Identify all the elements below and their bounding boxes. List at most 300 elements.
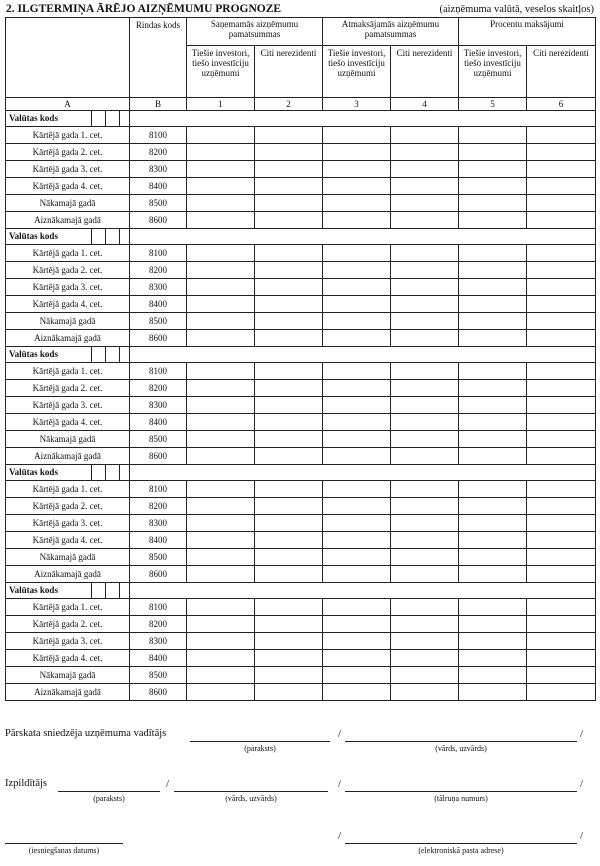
value-cell-col-6[interactable] bbox=[527, 161, 596, 178]
row-label: Nākamajā gadā bbox=[6, 313, 130, 330]
currency-code-cell[interactable] bbox=[6, 347, 130, 363]
value-cell-col-2[interactable] bbox=[255, 397, 323, 414]
row-code: 8100 bbox=[130, 599, 187, 616]
value-cell-col-2[interactable] bbox=[255, 127, 323, 144]
value-cell-col-5[interactable] bbox=[459, 195, 527, 212]
currency-code-box[interactable] bbox=[105, 111, 119, 126]
value-cell-col-3[interactable] bbox=[323, 279, 391, 296]
value-cell-col-4[interactable] bbox=[391, 330, 459, 347]
value-cell-col-6[interactable] bbox=[527, 296, 596, 313]
row-code: 8600 bbox=[130, 566, 187, 583]
row-label: Kārtējā gada 4. cet. bbox=[6, 296, 130, 313]
value-cell-col-4[interactable] bbox=[391, 127, 459, 144]
row-code: 8600 bbox=[130, 684, 187, 701]
value-cell-col-6[interactable] bbox=[527, 144, 596, 161]
table-row bbox=[6, 532, 596, 549]
currency-code-box[interactable] bbox=[119, 583, 130, 598]
value-cell-col-3[interactable] bbox=[323, 431, 391, 448]
value-cell-col-5[interactable] bbox=[459, 650, 527, 667]
value-cell-col-2[interactable] bbox=[255, 532, 323, 549]
value-cell-col-2[interactable] bbox=[255, 245, 323, 262]
value-cell-col-3[interactable] bbox=[323, 178, 391, 195]
table-row bbox=[6, 566, 596, 583]
value-cell-col-6[interactable] bbox=[527, 245, 596, 262]
currency-label: Valūtas kods bbox=[9, 349, 58, 359]
value-cell-col-6[interactable] bbox=[527, 380, 596, 397]
row-label: Nākamajā gadā bbox=[6, 549, 130, 566]
row-code: 8400 bbox=[130, 650, 187, 667]
currency-code-box[interactable] bbox=[91, 111, 105, 126]
value-cell-col-4[interactable] bbox=[391, 245, 459, 262]
separator: / bbox=[338, 778, 342, 790]
value-cell-col-4[interactable] bbox=[391, 144, 459, 161]
value-cell-col-2[interactable] bbox=[255, 161, 323, 178]
row-label: Kārtējā gada 1. cet. bbox=[6, 363, 130, 380]
value-cell-col-3[interactable] bbox=[323, 633, 391, 650]
table-row bbox=[6, 363, 596, 380]
currency-code-box[interactable] bbox=[91, 347, 105, 362]
value-cell-col-3[interactable] bbox=[323, 195, 391, 212]
value-cell-col-3[interactable] bbox=[323, 127, 391, 144]
value-cell-col-4[interactable] bbox=[391, 178, 459, 195]
row-label: Kārtējā gada 3. cet. bbox=[6, 515, 130, 532]
executor-signature-field[interactable] bbox=[58, 791, 160, 792]
value-cell-col-1[interactable] bbox=[187, 566, 255, 583]
value-cell-col-6[interactable] bbox=[527, 212, 596, 229]
manager-signature-caption: (paraksts) bbox=[244, 744, 276, 753]
value-cell-col-6[interactable] bbox=[527, 313, 596, 330]
table-row bbox=[6, 515, 596, 532]
value-cell-col-3[interactable] bbox=[323, 616, 391, 633]
value-cell-col-5[interactable] bbox=[459, 532, 527, 549]
row-label: Kārtējā gada 2. cet. bbox=[6, 498, 130, 515]
col-letter: B bbox=[130, 98, 187, 111]
currency-code-box[interactable] bbox=[91, 465, 105, 480]
value-cell-col-4[interactable] bbox=[391, 212, 459, 229]
value-cell-col-6[interactable] bbox=[527, 481, 596, 498]
header-direct-1: Tiešie investori, tiešo investīciju uzņēmumi bbox=[187, 46, 255, 98]
currency-code-cell[interactable] bbox=[6, 111, 130, 127]
currency-code-box[interactable] bbox=[105, 583, 119, 598]
row-code: 8400 bbox=[130, 414, 187, 431]
value-cell-col-6[interactable] bbox=[527, 684, 596, 701]
header-other-2: Citi nerezidenti bbox=[255, 46, 323, 98]
value-cell-col-4[interactable] bbox=[391, 431, 459, 448]
value-cell-col-2[interactable] bbox=[255, 481, 323, 498]
currency-code-cell[interactable] bbox=[6, 229, 130, 245]
value-cell-col-6[interactable] bbox=[527, 262, 596, 279]
table-row bbox=[6, 397, 596, 414]
value-cell-col-4[interactable] bbox=[391, 195, 459, 212]
value-cell-col-2[interactable] bbox=[255, 212, 323, 229]
value-cell-col-4[interactable] bbox=[391, 684, 459, 701]
value-cell-col-6[interactable] bbox=[527, 363, 596, 380]
value-cell-col-1[interactable] bbox=[187, 144, 255, 161]
currency-code-box[interactable] bbox=[119, 465, 130, 480]
email-caption: (elektroniskā pasta adrese) bbox=[418, 846, 504, 855]
value-cell-col-3[interactable] bbox=[323, 650, 391, 667]
currency-code-box[interactable] bbox=[91, 229, 105, 244]
value-cell-col-3[interactable] bbox=[323, 684, 391, 701]
value-cell-col-1[interactable] bbox=[187, 178, 255, 195]
col-letter: 2 bbox=[255, 98, 323, 111]
value-cell-col-6[interactable] bbox=[527, 667, 596, 684]
separator: / bbox=[580, 830, 584, 842]
value-cell-col-4[interactable] bbox=[391, 161, 459, 178]
value-cell-col-2[interactable] bbox=[255, 448, 323, 465]
value-cell-col-6[interactable] bbox=[527, 532, 596, 549]
value-cell-col-3[interactable] bbox=[323, 549, 391, 566]
table-row bbox=[6, 144, 596, 161]
value-cell-col-5[interactable] bbox=[459, 279, 527, 296]
value-cell-col-2[interactable] bbox=[255, 566, 323, 583]
row-code: 8500 bbox=[130, 549, 187, 566]
value-cell-col-6[interactable] bbox=[527, 279, 596, 296]
units-note: (aizņēmuma valūtā, veselos skaitļos) bbox=[439, 4, 594, 15]
table-row bbox=[6, 650, 596, 667]
value-cell-col-4[interactable] bbox=[391, 633, 459, 650]
value-cell-col-4[interactable] bbox=[391, 448, 459, 465]
value-cell-col-3[interactable] bbox=[323, 414, 391, 431]
row-label: Aiznākamajā gadā bbox=[6, 566, 130, 583]
value-cell-col-5[interactable] bbox=[459, 127, 527, 144]
value-cell-col-1[interactable] bbox=[187, 633, 255, 650]
currency-row-blank bbox=[130, 111, 596, 127]
table-row bbox=[6, 296, 596, 313]
table-row bbox=[6, 414, 596, 431]
value-cell-col-1[interactable] bbox=[187, 262, 255, 279]
value-cell-col-5[interactable] bbox=[459, 684, 527, 701]
value-cell-col-3[interactable] bbox=[323, 515, 391, 532]
value-cell-col-2[interactable] bbox=[255, 313, 323, 330]
row-code: 8600 bbox=[130, 330, 187, 347]
value-cell-col-6[interactable] bbox=[527, 633, 596, 650]
row-label: Kārtējā gada 1. cet. bbox=[6, 245, 130, 262]
value-cell-col-5[interactable] bbox=[459, 363, 527, 380]
value-cell-col-1[interactable] bbox=[187, 397, 255, 414]
value-cell-col-5[interactable] bbox=[459, 616, 527, 633]
value-cell-col-3[interactable] bbox=[323, 296, 391, 313]
value-cell-col-2[interactable] bbox=[255, 380, 323, 397]
table-row bbox=[6, 684, 596, 701]
table-row bbox=[6, 195, 596, 212]
value-cell-col-2[interactable] bbox=[255, 667, 323, 684]
value-cell-col-3[interactable] bbox=[323, 212, 391, 229]
value-cell-col-1[interactable] bbox=[187, 296, 255, 313]
currency-code-box[interactable] bbox=[91, 583, 105, 598]
value-cell-col-6[interactable] bbox=[527, 127, 596, 144]
value-cell-col-4[interactable] bbox=[391, 616, 459, 633]
value-cell-col-6[interactable] bbox=[527, 448, 596, 465]
value-cell-col-4[interactable] bbox=[391, 262, 459, 279]
value-cell-col-4[interactable] bbox=[391, 414, 459, 431]
date-field[interactable] bbox=[5, 843, 123, 844]
row-code: 8400 bbox=[130, 178, 187, 195]
value-cell-col-5[interactable] bbox=[459, 144, 527, 161]
value-cell-col-6[interactable] bbox=[527, 515, 596, 532]
table-row bbox=[6, 380, 596, 397]
executor-signature-caption: (paraksts) bbox=[93, 794, 125, 803]
value-cell-col-3[interactable] bbox=[323, 481, 391, 498]
currency-label: Valūtas kods bbox=[9, 585, 58, 595]
value-cell-col-1[interactable] bbox=[187, 380, 255, 397]
value-cell-col-3[interactable] bbox=[323, 566, 391, 583]
row-code: 8500 bbox=[130, 195, 187, 212]
row-code: 8500 bbox=[130, 431, 187, 448]
table-row bbox=[6, 599, 596, 616]
currency-code-box[interactable] bbox=[119, 347, 130, 362]
value-cell-col-5[interactable] bbox=[459, 549, 527, 566]
row-label: Aiznākamajā gadā bbox=[6, 684, 130, 701]
value-cell-col-2[interactable] bbox=[255, 431, 323, 448]
row-label: Kārtējā gada 4. cet. bbox=[6, 532, 130, 549]
value-cell-col-5[interactable] bbox=[459, 161, 527, 178]
row-label: Kārtējā gada 3. cet. bbox=[6, 279, 130, 296]
value-cell-col-6[interactable] bbox=[527, 566, 596, 583]
value-cell-col-5[interactable] bbox=[459, 262, 527, 279]
value-cell-col-2[interactable] bbox=[255, 616, 323, 633]
value-cell-col-2[interactable] bbox=[255, 599, 323, 616]
executor-name-caption: (vārds, uzvārds) bbox=[225, 794, 277, 803]
value-cell-col-6[interactable] bbox=[527, 397, 596, 414]
value-cell-col-2[interactable] bbox=[255, 498, 323, 515]
value-cell-col-1[interactable] bbox=[187, 616, 255, 633]
value-cell-col-5[interactable] bbox=[459, 599, 527, 616]
table-row bbox=[6, 178, 596, 195]
value-cell-col-4[interactable] bbox=[391, 313, 459, 330]
forecast-table bbox=[5, 17, 596, 701]
table-row bbox=[6, 481, 596, 498]
value-cell-col-1[interactable] bbox=[187, 667, 255, 684]
value-cell-col-2[interactable] bbox=[255, 178, 323, 195]
value-cell-col-4[interactable] bbox=[391, 498, 459, 515]
value-cell-col-4[interactable] bbox=[391, 650, 459, 667]
value-cell-col-3[interactable] bbox=[323, 161, 391, 178]
value-cell-col-6[interactable] bbox=[527, 616, 596, 633]
value-cell-col-1[interactable] bbox=[187, 549, 255, 566]
value-cell-col-1[interactable] bbox=[187, 313, 255, 330]
table-row bbox=[6, 549, 596, 566]
value-cell-col-4[interactable] bbox=[391, 549, 459, 566]
value-cell-col-3[interactable] bbox=[323, 599, 391, 616]
value-cell-col-3[interactable] bbox=[323, 245, 391, 262]
value-cell-col-3[interactable] bbox=[323, 498, 391, 515]
value-cell-col-6[interactable] bbox=[527, 195, 596, 212]
currency-code-box[interactable] bbox=[119, 111, 130, 126]
value-cell-col-4[interactable] bbox=[391, 397, 459, 414]
value-cell-col-2[interactable] bbox=[255, 330, 323, 347]
value-cell-col-2[interactable] bbox=[255, 363, 323, 380]
value-cell-col-1[interactable] bbox=[187, 481, 255, 498]
value-cell-col-3[interactable] bbox=[323, 397, 391, 414]
value-cell-col-2[interactable] bbox=[255, 650, 323, 667]
currency-code-box[interactable] bbox=[119, 229, 130, 244]
value-cell-col-1[interactable] bbox=[187, 498, 255, 515]
value-cell-col-1[interactable] bbox=[187, 532, 255, 549]
manager-label: Pārskata sniedzēja uzņēmuma vadītājs bbox=[5, 728, 167, 739]
value-cell-col-6[interactable] bbox=[527, 650, 596, 667]
row-code: 8300 bbox=[130, 515, 187, 532]
email-field[interactable] bbox=[345, 843, 577, 844]
value-cell-col-6[interactable] bbox=[527, 498, 596, 515]
table-row bbox=[6, 279, 596, 296]
table-row bbox=[6, 262, 596, 279]
value-cell-col-5[interactable] bbox=[459, 633, 527, 650]
value-cell-col-1[interactable] bbox=[187, 650, 255, 667]
value-cell-col-5[interactable] bbox=[459, 245, 527, 262]
currency-code-box[interactable] bbox=[105, 347, 119, 362]
row-code: 8200 bbox=[130, 262, 187, 279]
row-label: Kārtējā gada 3. cet. bbox=[6, 161, 130, 178]
value-cell-col-1[interactable] bbox=[187, 161, 255, 178]
col-letter: A bbox=[6, 98, 130, 111]
value-cell-col-2[interactable] bbox=[255, 515, 323, 532]
currency-row bbox=[6, 583, 596, 599]
row-label: Kārtējā gada 4. cet. bbox=[6, 178, 130, 195]
value-cell-col-1[interactable] bbox=[187, 684, 255, 701]
manager-signature-field[interactable] bbox=[190, 741, 330, 742]
table-row bbox=[6, 212, 596, 229]
value-cell-col-6[interactable] bbox=[527, 414, 596, 431]
row-code: 8600 bbox=[130, 448, 187, 465]
row-code: 8200 bbox=[130, 144, 187, 161]
value-cell-col-4[interactable] bbox=[391, 667, 459, 684]
value-cell-col-5[interactable] bbox=[459, 667, 527, 684]
value-cell-col-4[interactable] bbox=[391, 532, 459, 549]
value-cell-col-6[interactable] bbox=[527, 549, 596, 566]
value-cell-col-2[interactable] bbox=[255, 195, 323, 212]
value-cell-col-4[interactable] bbox=[391, 599, 459, 616]
value-cell-col-3[interactable] bbox=[323, 667, 391, 684]
value-cell-col-1[interactable] bbox=[187, 414, 255, 431]
row-code: 8300 bbox=[130, 397, 187, 414]
value-cell-col-5[interactable] bbox=[459, 515, 527, 532]
table-row bbox=[6, 161, 596, 178]
value-cell-col-5[interactable] bbox=[459, 566, 527, 583]
value-cell-col-1[interactable] bbox=[187, 431, 255, 448]
value-cell-col-5[interactable] bbox=[459, 330, 527, 347]
currency-row-blank bbox=[130, 465, 596, 481]
value-cell-col-5[interactable] bbox=[459, 481, 527, 498]
table-row bbox=[6, 667, 596, 684]
currency-code-cell[interactable] bbox=[6, 465, 130, 481]
value-cell-col-1[interactable] bbox=[187, 245, 255, 262]
currency-code-box[interactable] bbox=[105, 465, 119, 480]
executor-label: Izpildītājs bbox=[5, 778, 47, 789]
separator: / bbox=[166, 778, 170, 790]
value-cell-col-3[interactable] bbox=[323, 262, 391, 279]
value-cell-col-4[interactable] bbox=[391, 566, 459, 583]
value-cell-col-6[interactable] bbox=[527, 599, 596, 616]
value-cell-col-4[interactable] bbox=[391, 380, 459, 397]
value-cell-col-2[interactable] bbox=[255, 549, 323, 566]
value-cell-col-3[interactable] bbox=[323, 363, 391, 380]
header-blank bbox=[6, 18, 130, 98]
value-cell-col-4[interactable] bbox=[391, 363, 459, 380]
value-cell-col-5[interactable] bbox=[459, 178, 527, 195]
value-cell-col-1[interactable] bbox=[187, 599, 255, 616]
manager-name-caption: (vārds, uzvārds) bbox=[435, 744, 487, 753]
value-cell-col-2[interactable] bbox=[255, 144, 323, 161]
currency-code-box[interactable] bbox=[105, 229, 119, 244]
value-cell-col-1[interactable] bbox=[187, 448, 255, 465]
table-row bbox=[6, 330, 596, 347]
value-cell-col-2[interactable] bbox=[255, 633, 323, 650]
currency-code-cell[interactable] bbox=[6, 583, 130, 599]
currency-row-blank bbox=[130, 583, 596, 599]
row-label: Kārtējā gada 4. cet. bbox=[6, 650, 130, 667]
value-cell-col-1[interactable] bbox=[187, 330, 255, 347]
row-code: 8200 bbox=[130, 380, 187, 397]
col-letter: 3 bbox=[323, 98, 391, 111]
value-cell-col-1[interactable] bbox=[187, 279, 255, 296]
value-cell-col-2[interactable] bbox=[255, 414, 323, 431]
row-label: Kārtējā gada 3. cet. bbox=[6, 397, 130, 414]
value-cell-col-1[interactable] bbox=[187, 212, 255, 229]
value-cell-col-1[interactable] bbox=[187, 195, 255, 212]
value-cell-col-4[interactable] bbox=[391, 279, 459, 296]
value-cell-col-3[interactable] bbox=[323, 144, 391, 161]
value-cell-col-4[interactable] bbox=[391, 515, 459, 532]
value-cell-col-5[interactable] bbox=[459, 431, 527, 448]
row-label: Kārtējā gada 3. cet. bbox=[6, 633, 130, 650]
phone-field[interactable] bbox=[345, 791, 577, 792]
value-cell-col-5[interactable] bbox=[459, 397, 527, 414]
value-cell-col-6[interactable] bbox=[527, 431, 596, 448]
col-letter: 1 bbox=[187, 98, 255, 111]
value-cell-col-5[interactable] bbox=[459, 212, 527, 229]
row-code: 8100 bbox=[130, 127, 187, 144]
value-cell-col-1[interactable] bbox=[187, 515, 255, 532]
row-label: Aiznākamajā gadā bbox=[6, 330, 130, 347]
value-cell-col-5[interactable] bbox=[459, 313, 527, 330]
table-row bbox=[6, 498, 596, 515]
value-cell-col-2[interactable] bbox=[255, 279, 323, 296]
table-row bbox=[6, 127, 596, 144]
value-cell-col-5[interactable] bbox=[459, 296, 527, 313]
value-cell-col-6[interactable] bbox=[527, 178, 596, 195]
row-code: 8100 bbox=[130, 481, 187, 498]
value-cell-col-1[interactable] bbox=[187, 363, 255, 380]
table-row bbox=[6, 616, 596, 633]
table-row bbox=[6, 313, 596, 330]
value-cell-col-3[interactable] bbox=[323, 532, 391, 549]
value-cell-col-3[interactable] bbox=[323, 448, 391, 465]
manager-name-field[interactable] bbox=[345, 741, 577, 742]
value-cell-col-3[interactable] bbox=[323, 380, 391, 397]
col-letter: 6 bbox=[527, 98, 596, 111]
value-cell-col-3[interactable] bbox=[323, 313, 391, 330]
value-cell-col-5[interactable] bbox=[459, 448, 527, 465]
value-cell-col-2[interactable] bbox=[255, 684, 323, 701]
row-label: Kārtējā gada 2. cet. bbox=[6, 262, 130, 279]
value-cell-col-6[interactable] bbox=[527, 330, 596, 347]
value-cell-col-5[interactable] bbox=[459, 498, 527, 515]
value-cell-col-4[interactable] bbox=[391, 296, 459, 313]
value-cell-col-5[interactable] bbox=[459, 380, 527, 397]
value-cell-col-1[interactable] bbox=[187, 127, 255, 144]
value-cell-col-2[interactable] bbox=[255, 296, 323, 313]
row-code: 8100 bbox=[130, 363, 187, 380]
value-cell-col-4[interactable] bbox=[391, 481, 459, 498]
executor-name-field[interactable] bbox=[174, 791, 328, 792]
separator: / bbox=[338, 830, 342, 842]
value-cell-col-2[interactable] bbox=[255, 262, 323, 279]
row-code: 8200 bbox=[130, 616, 187, 633]
row-code: 8300 bbox=[130, 633, 187, 650]
value-cell-col-3[interactable] bbox=[323, 330, 391, 347]
value-cell-col-5[interactable] bbox=[459, 414, 527, 431]
